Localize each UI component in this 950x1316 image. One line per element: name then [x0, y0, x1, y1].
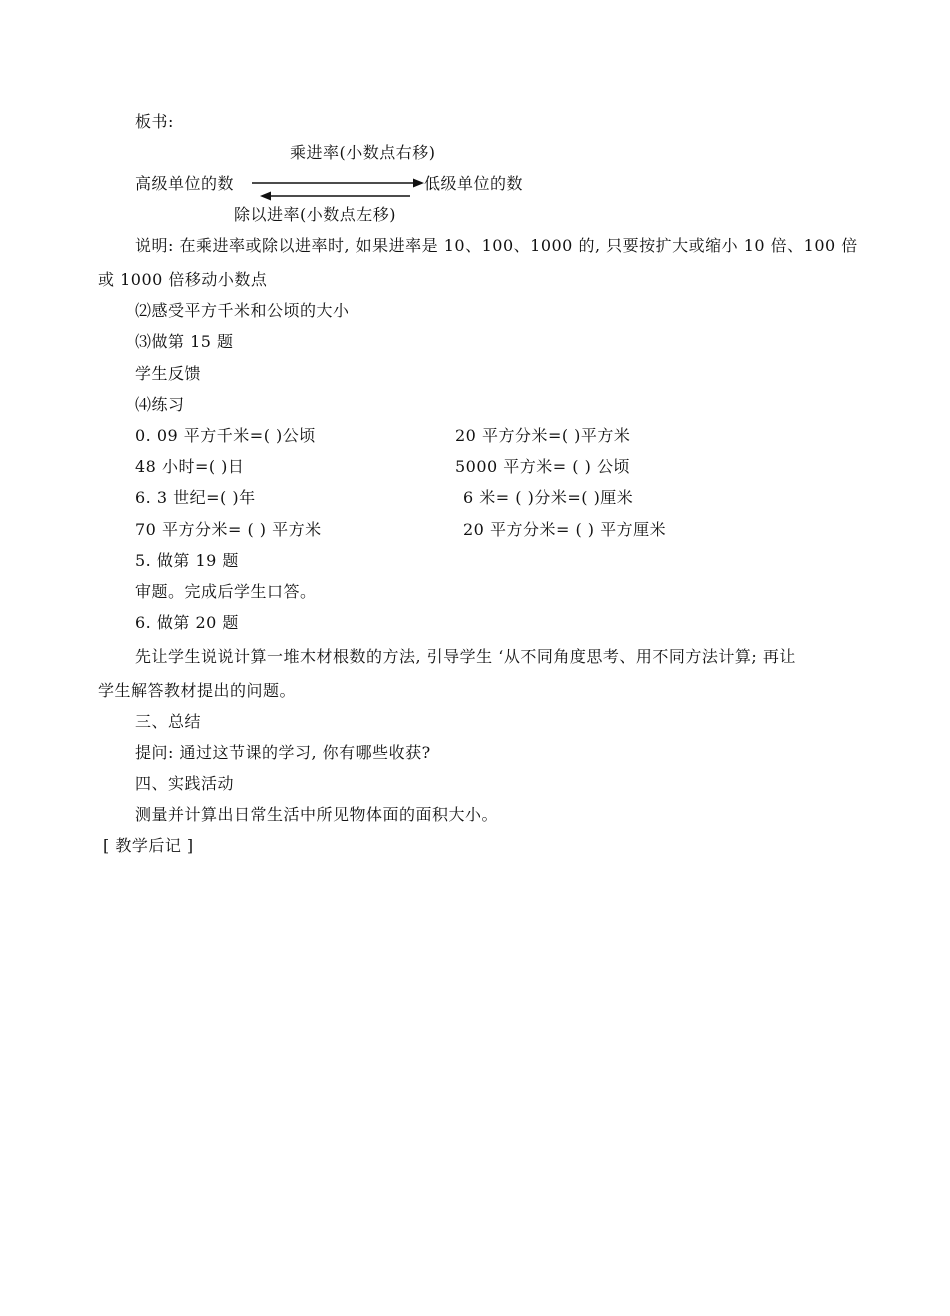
diagram-left-label: 高级单位的数: [135, 174, 235, 193]
practice-title: 四、实践活动: [135, 774, 235, 793]
diagram-top-label: 乘进率(小数点右移): [290, 143, 436, 162]
left-arrow-head: [260, 192, 271, 201]
question-20-line-2: 学生解答教材提出的问题。: [98, 681, 297, 700]
exercise-1-left: 0. 09 平方千米=( )公顷: [135, 426, 316, 445]
exercise-2-left: 48 小时=( )日: [135, 457, 245, 476]
exercise-3-left: 6. 3 世纪=( )年: [135, 488, 256, 507]
question-19-note: 审题。完成后学生口答。: [135, 582, 317, 601]
practice-text: 测量并计算出日常生活中所见物体面的面积大小。: [135, 805, 499, 824]
board-label: 板书:: [135, 112, 174, 131]
exercise-3-right: 6 米= ( )分米=( )厘米: [463, 488, 634, 507]
step-4: ⑷练习: [135, 395, 185, 414]
explanation-line-2: 或 1000 倍移动小数点: [98, 270, 268, 289]
summary-title: 三、总结: [135, 712, 202, 731]
step-2: ⑵感受平方千米和公顷的大小: [135, 301, 350, 320]
question-20: 6. 做第 20 题: [135, 613, 239, 632]
explanation-line-1: 说明: 在乘进率或除以进率时, 如果进率是 10、100、1000 的, 只要按扩大或缩小 10 倍、100 倍: [135, 236, 858, 255]
teaching-afterword: [ 教学后记 ]: [103, 836, 194, 855]
conversion-arrows: [248, 175, 426, 203]
exercise-1-right: 20 平方分米=( )平方米: [455, 426, 631, 445]
exercise-2-right: 5000 平方米= ( ) 公顷: [455, 457, 630, 476]
exercise-4-right: 20 平方分米= ( ) 平方厘米: [463, 520, 667, 539]
student-feedback: 学生反馈: [135, 364, 202, 383]
right-arrow-head: [413, 179, 424, 188]
diagram-bottom-label: 除以进率(小数点左移): [234, 205, 396, 224]
summary-question: 提问: 通过这节课的学习, 你有哪些收获?: [135, 743, 431, 762]
exercise-4-left: 70 平方分米= ( ) 平方米: [135, 520, 322, 539]
step-3: ⑶做第 15 题: [135, 332, 234, 351]
diagram-right-label: 低级单位的数: [424, 174, 524, 193]
question-20-line-1: 先让学生说说计算一堆木材根数的方法, 引导学生 ‘从不同角度思考、用不同方法计算; 再让: [135, 647, 796, 666]
question-19: 5. 做第 19 题: [135, 551, 239, 570]
